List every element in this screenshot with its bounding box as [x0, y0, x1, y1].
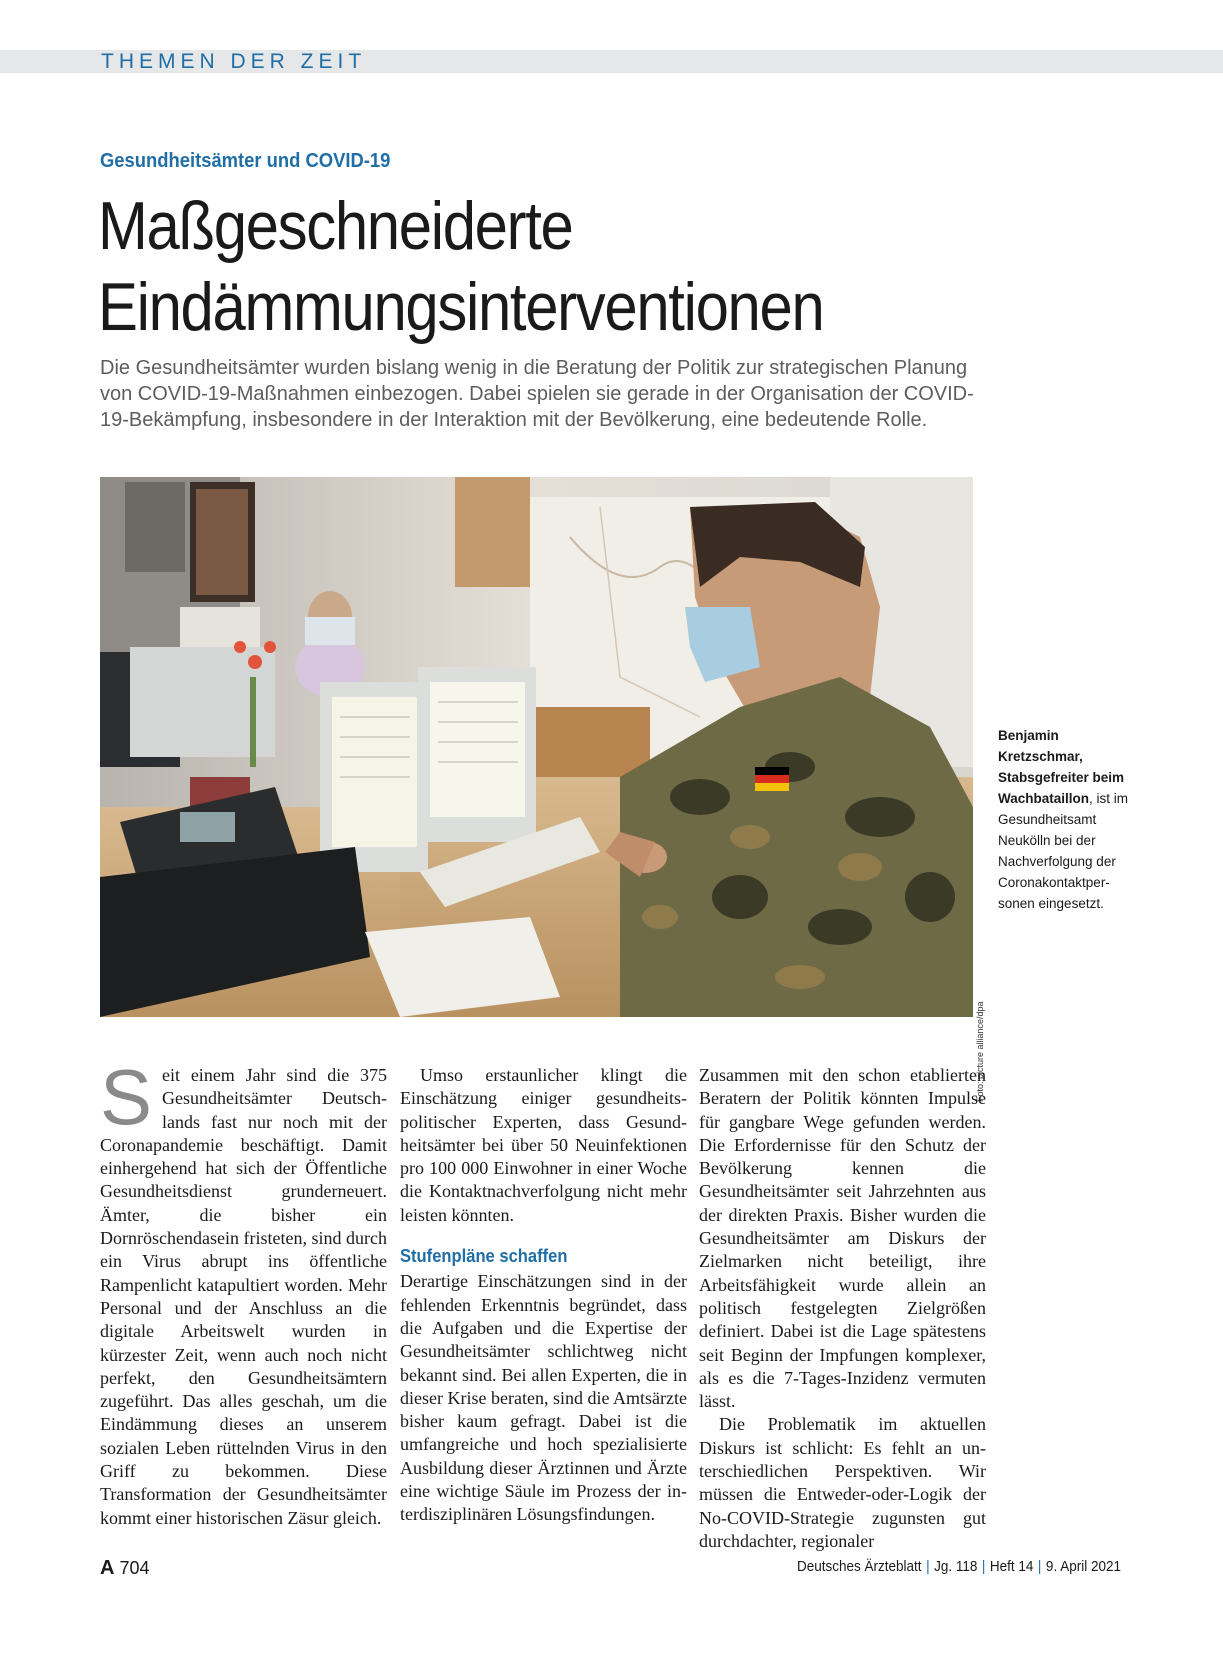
body-column-1: [100, 1053, 387, 1530]
separator: |: [981, 1558, 986, 1575]
body-paragraph: Zusammen mit den schon etablierten Beratern der Politik könnten Impulse für gangbare Wege gefunden werden. Die Erfordernisse für den Schutz der Bevölkerung kennen die Gesundheitsämter seit Jahrzehnten aus der direkten Praxis. Bisher wurden die Gesundheitsämter am Diskurs der Zielmarken nicht beteiligt, ihre Arbeitsfähigkeit wurde allein an politisch festgelegten Zielgrößen definiert. Dabei ist die Lage spätestens seit Beginn der Impfungen komplexer, als es die 7-Tages-Inzidenz vermuten lässt.: [699, 1065, 986, 1412]
article-lead: Die Gesundheitsämter wurden bislang wenig in die Beratung der Politik zur strategischen Planung von COVID-19-Maßnahmen einbezogen. Dabei spielen sie gerade in der Organisation der COVID-19-Bekämpfung, insbesondere in der Interaktion mit der Bevölkerung, eine bedeutende Rolle.: [100, 357, 974, 431]
page-prefix: A: [100, 1557, 115, 1579]
separator: |: [1037, 1558, 1042, 1575]
journal-name: Deutsches Ärzteblatt: [797, 1558, 922, 1575]
headline-line-2: Eindämmungsinterventionen: [98, 269, 824, 345]
caption-text: , ist im Gesundheitsamt Neukölln bei der Nachverfolgung der Coronakontaktpersonen eingesetzt.: [998, 791, 1129, 911]
body-paragraph: eit einem Jahr sind die 375 Gesundheitsämter Deutschlands fast nur noch mit der Coronapandemie beschäftigt. Damit einhergehend hat sich der Öffentliche Gesundheitsdienst grunderneuert. Ämter, die bisher ein Dornröschendasein fristeten, sind durch ein Virus abrupt ins öffentliche Rampenlicht katapultiert worden. Mehr Personal und der Anschluss an die digitale Arbeitswelt wurden in kürzester Zeit, wenn auch noch nicht perfekt, den Gesundheitsämtern zugeführt. Das alles geschah, um die Eindämmung dieses an unserem sozialen Leben rüttelnden Virus in den Griff zu bekommen. Diese Transformation der Gesundheitsämter kommt einer historischen Zäsur gleich.: [100, 1065, 387, 1528]
article-kicker: Gesundheitsämter und COVID-19: [100, 150, 391, 172]
body-paragraph: Die Problematik im aktuellen Diskurs ist schlicht: Es fehlt an unterschiedlichen Perspektiven. Wir müssen die Entweder-oder-Logik der No-COVID-Strategie zugunsten gut durchdachter, regionaler: [699, 1414, 986, 1551]
page-number: [100, 1557, 150, 1580]
journal-volume: Jg. 118: [934, 1558, 978, 1575]
headline-line-1: Maßgeschneiderte: [98, 188, 573, 264]
body-paragraph: Umso erstaunlicher klingt die Einschätzung einiger gesundheitspolitischer Experten, dass Gesundheitsämter bei über 50 Neuinfektionen pro 100 000 Einwohner in einer Woche die Kontaktnachverfolgung nicht mehr leisten könnten.: [400, 1065, 687, 1225]
page-number-value: 704: [119, 1558, 150, 1578]
caption-bold: Benjamin Kretzschmar, Stabsgefreiter beim Wachbataillon: [998, 728, 1125, 806]
subheading: Stufenpläne schaffen: [400, 1246, 568, 1267]
body-column-3: [699, 1064, 986, 1553]
journal-info: [797, 1558, 1121, 1575]
journal-date: 9. April 2021: [1045, 1558, 1121, 1575]
article-headline: [98, 186, 978, 348]
drop-cap: S: [100, 1053, 153, 1141]
photo-caption: [998, 725, 1128, 914]
section-label: THEMEN DER ZEIT: [101, 50, 367, 73]
photo-credit-text: Foto: picture alliance/dpa: [975, 1001, 985, 1102]
journal-issue: Heft 14: [989, 1558, 1034, 1575]
article-photo: [100, 477, 973, 1017]
separator: |: [926, 1558, 930, 1575]
body-column-2: [400, 1064, 687, 1527]
body-paragraph: Derartige Einschätzungen sind in der fehlenden Erkenntnis begründet, dass die Aufgaben und die Expertise der Gesundheitsämter schlichtweg nicht bekannt sind. Bei allen Experten, die in dieser Krise beraten, sind die Amtsärzte bisher kaum gefragt. Dabei ist die umfangreiche und hoch spezialisierte Ausbildung dieser Ärztinnen und Ärzte eine wichtige Säule im Prozess der interdisziplinären Lösungsfindungen.: [400, 1271, 687, 1525]
